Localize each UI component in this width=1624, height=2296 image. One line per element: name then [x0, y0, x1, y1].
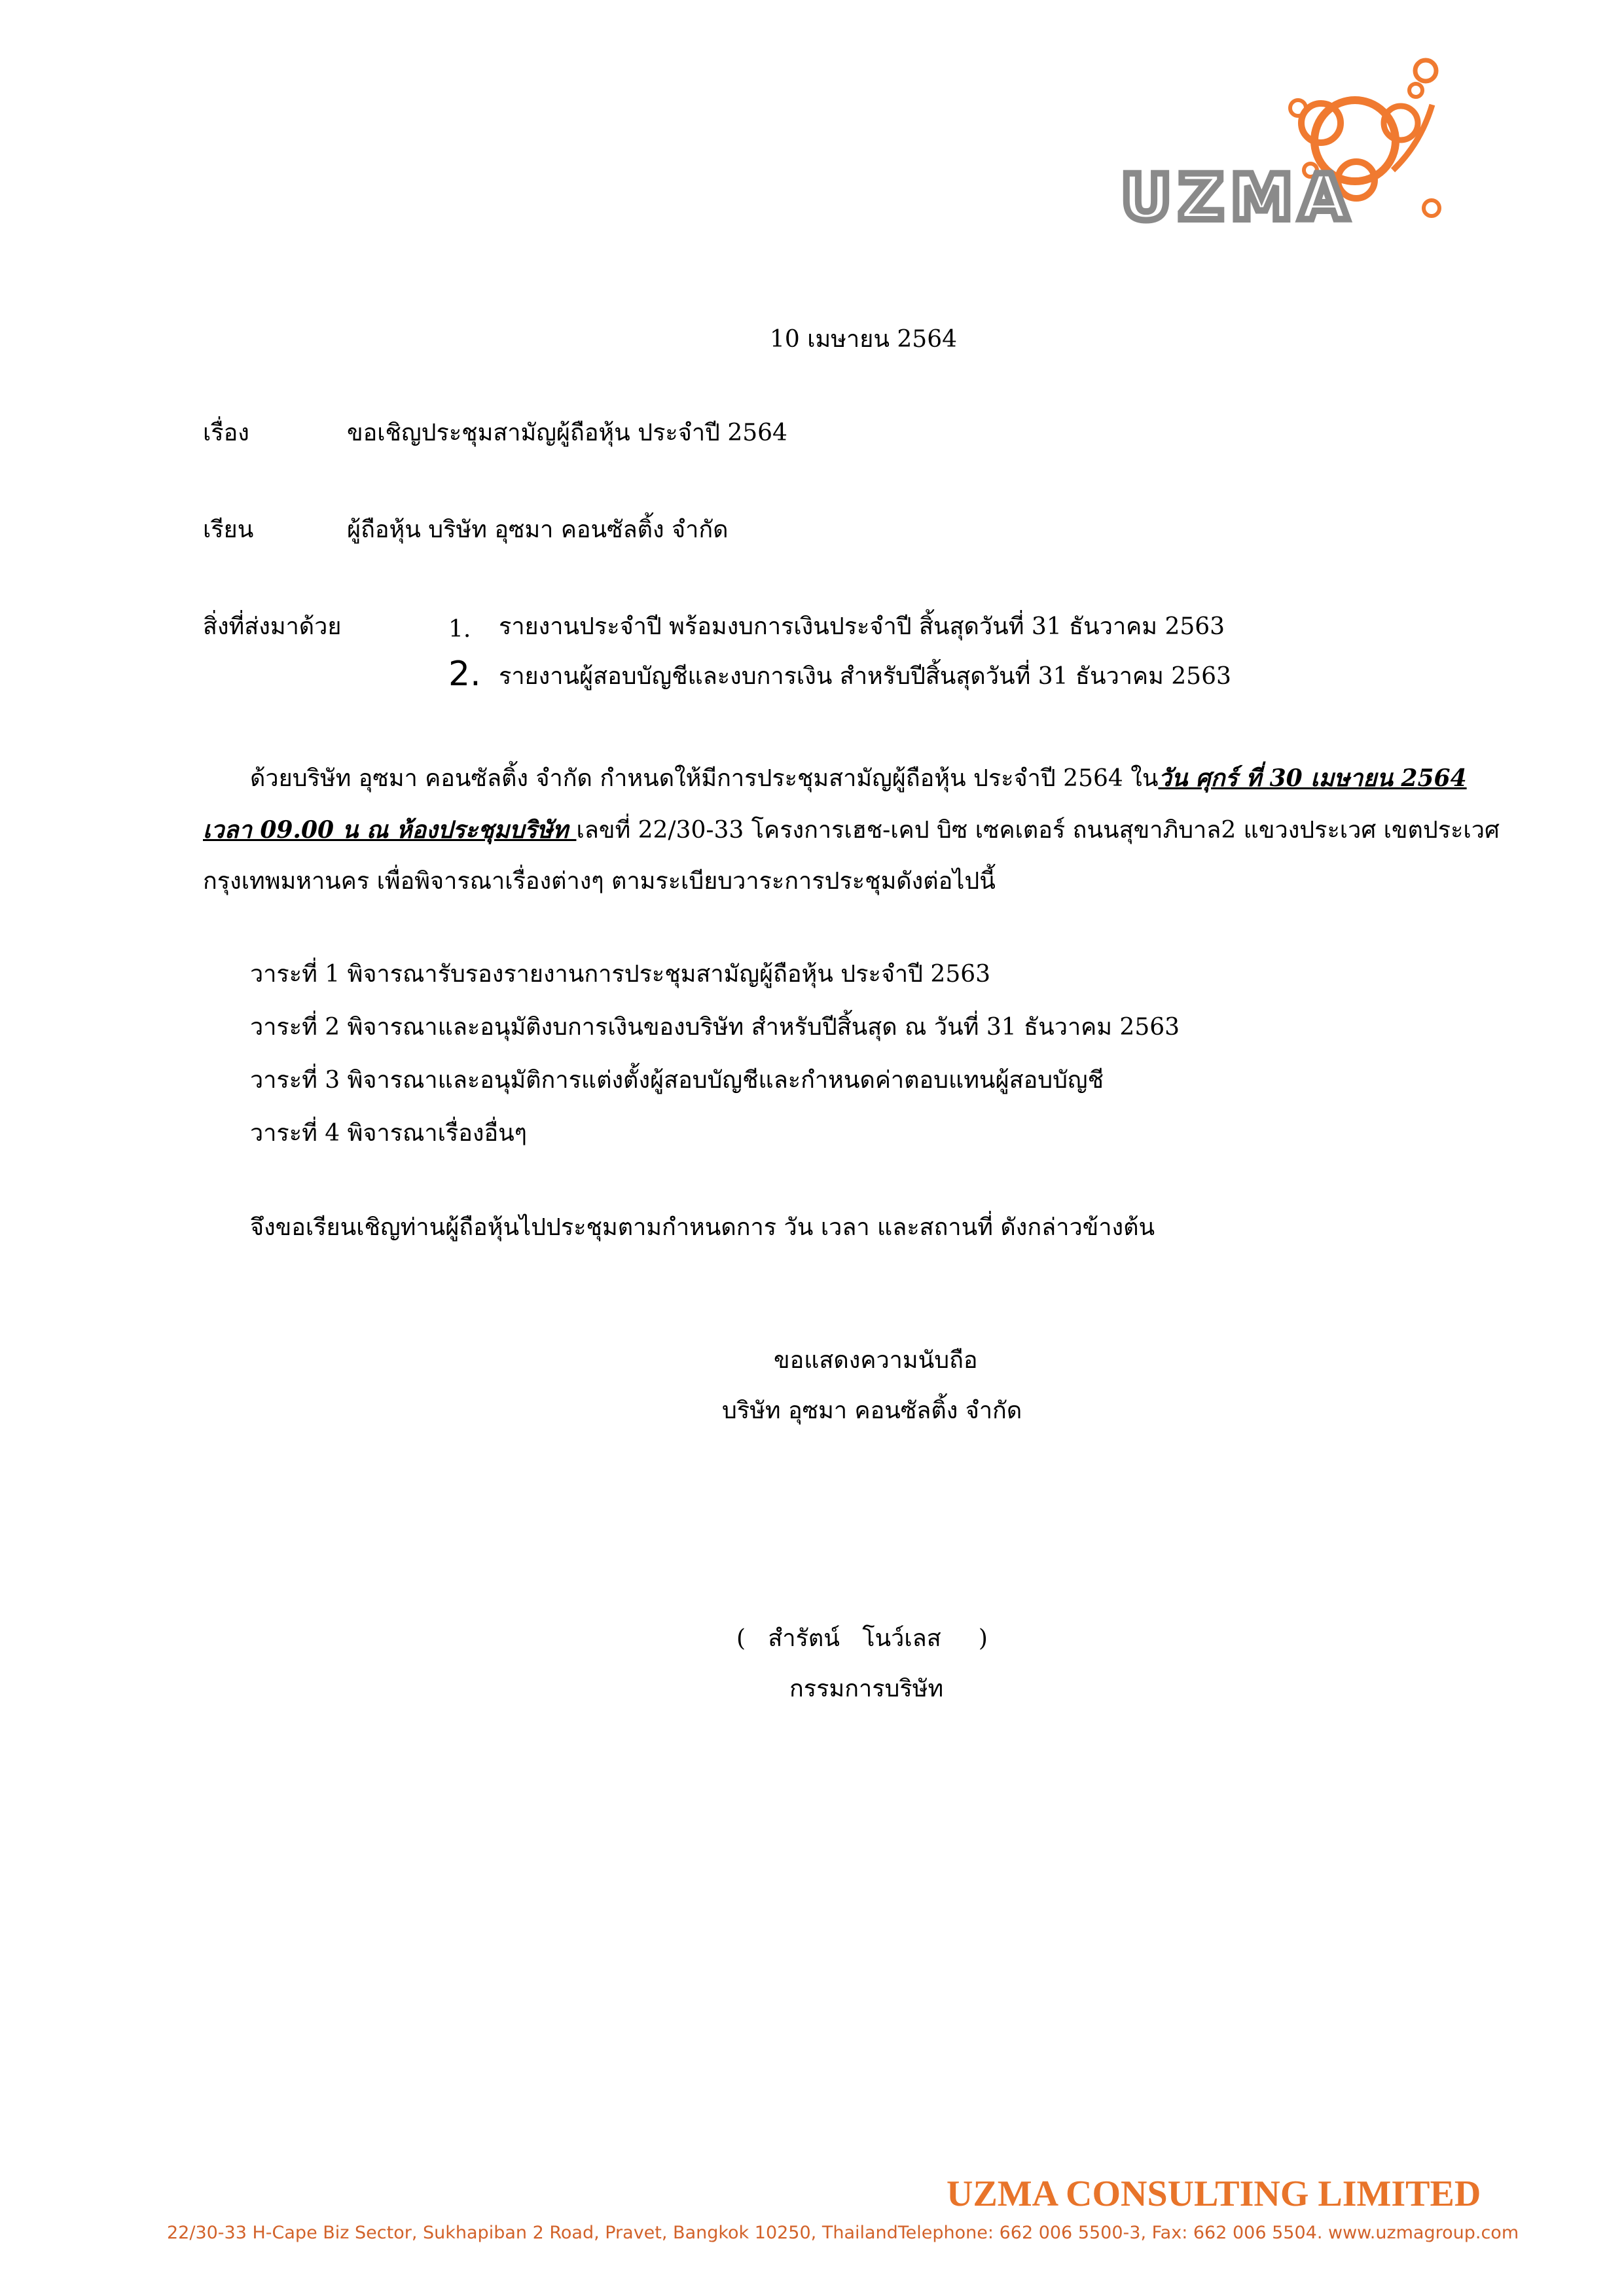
invitation-paragraph — [203, 753, 1500, 907]
agenda-item: วาระที่ 2 พิจารณาและอนุมัติงบการเงินของบริษัท สำหรับปีสิ้นสุด ณ วันที่ 31 ธันวาคม 2563 — [250, 1014, 1180, 1041]
enclosures-label: สิ่งที่ส่งมาด้วย — [203, 613, 342, 640]
meeting-date: วัน ศุกร์ ที่ 30 เมษายน 2564 — [1158, 764, 1467, 792]
agenda-item: วาระที่ 1 พิจารณารับรองรายงานการประชุมสามัญผู้ถือหุ้น ประจำปี 2563 — [250, 961, 991, 988]
company-logo — [1113, 46, 1479, 236]
regards-text: ขอแสดงความนับถือ — [774, 1347, 978, 1374]
closing-sentence: จึงขอเรียนเชิญท่านผู้ถือหุ้นไปประชุมตามกำหนดการ วัน เวลา และสถานที่ ดังกล่าวข้างต้น — [250, 1214, 1155, 1241]
paragraph-line — [203, 753, 1486, 804]
enclosure-item: รายงานผู้สอบบัญชีและงบการเงิน สำหรับปีสิ้นสุดวันที่ 31 ธันวาคม 2563 — [499, 663, 1231, 690]
agenda-item: วาระที่ 3 พิจารณาและอนุมัติการแต่งตั้งผู้สอบบัญชีและกำหนดค่าตอบแทนผู้สอบบัญชี — [250, 1067, 1104, 1094]
subject-text: ขอเชิญประชุมสามัญผู้ถือหุ้น ประจำปี 2564 — [347, 420, 787, 446]
paragraph-line: กรุงเทพมหานคร เพื่อพิจารณาเรื่องต่างๆ ตามระเบียบวาระการประชุมดังต่อไปนี้ — [203, 868, 996, 895]
subject-label: เรื่อง — [203, 420, 249, 446]
recipient-text: ผู้ถือหุ้น บริษัท อุซมา คอนซัลติ้ง จำกัด — [347, 516, 729, 543]
logo-wordmark: UZMA — [1121, 161, 1355, 234]
uzma-logo-icon — [1113, 46, 1479, 236]
signing-company: บริษัท อุซมา คอนซัลติ้ง จำกัด — [722, 1397, 1022, 1424]
paragraph-text: ด้วยบริษัท อุซมา คอนซัลติ้ง จำกัด กำหนดให้มีการประชุมสามัญผู้ถือหุ้น ประจำปี 2564 ใน — [250, 765, 1159, 792]
agenda-item: วาระที่ 4 พิจารณาเรื่องอื่นๆ — [250, 1120, 528, 1147]
signer-name: ( สำรัตน์ โนว์เลส ) — [736, 1625, 988, 1652]
paragraph-text: เลขที่ 22/30-33 โครงการเฮช-เคป บิซ เซคเตอร์ ถนนสุขาภิบาล2 แขวงประเวศ เขตประเวศ — [576, 817, 1500, 844]
footer-address: 22/30-33 H-Cape Biz Sector, Sukhapiban 2 Road, Pravet, Bangkok 10250, ThailandTelephone: 662 006 5500-3, Fax: 662 006 5504. www.uzmagroup.com — [167, 2223, 1519, 2243]
enclosure-item: รายงานประจำปี พร้อมงบการเงินประจำปี สิ้นสุดวันที่ 31 ธันวาคม 2563 — [499, 613, 1225, 640]
paragraph-line — [203, 804, 1500, 856]
signer-title: กรรมการบริษัท — [789, 1676, 944, 1702]
enclosure-number: 1. — [448, 616, 471, 643]
letter-date: 10 เมษายน 2564 — [770, 326, 957, 353]
meeting-time-place: เวลา 09.00 น ณ ห้องประชุมบริษัท — [203, 816, 577, 844]
recipient-label: เรียน — [203, 516, 254, 543]
footer-company-name: UZMA CONSULTING LIMITED — [947, 2174, 1481, 2214]
enclosure-number: 2. — [448, 655, 481, 694]
